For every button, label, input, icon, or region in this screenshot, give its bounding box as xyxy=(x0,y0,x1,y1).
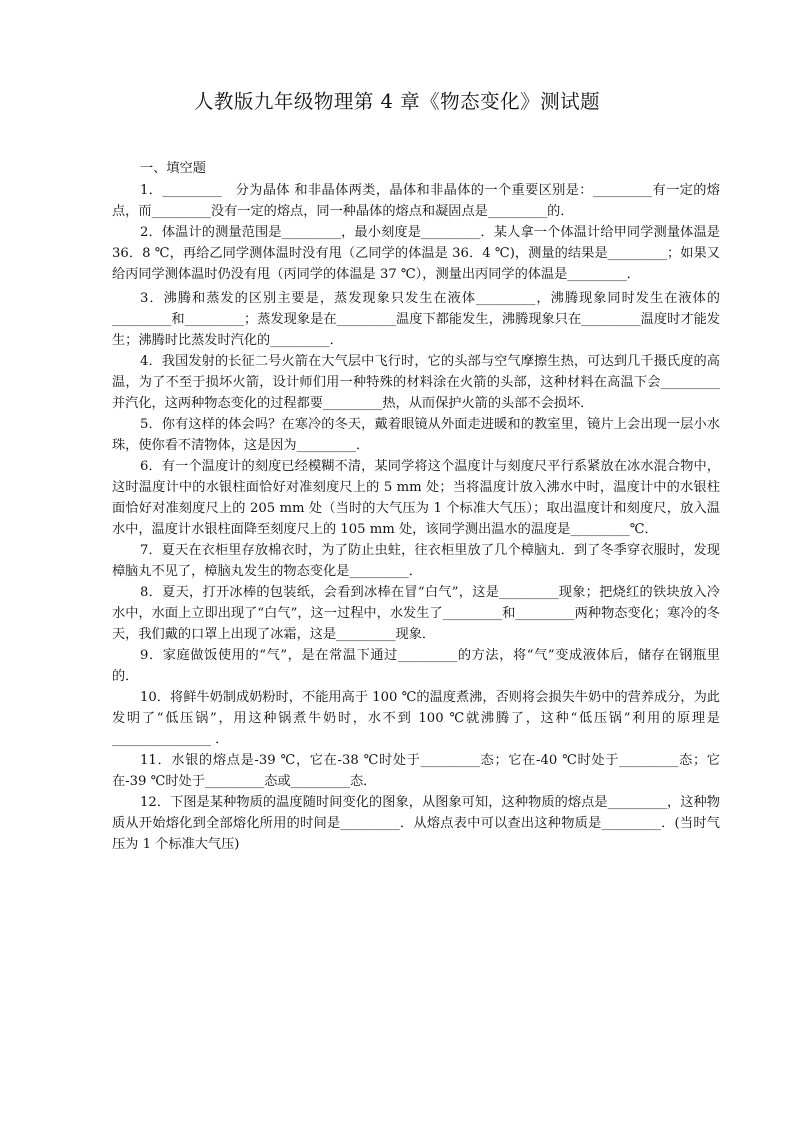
question-10: 10．将鲜牛奶制成奶粉时，不能用高于 100 ℃的温度煮沸，否则将会损失牛奶中的营养成分，为此发明了“低压锅”，用这种锅煮牛奶时，水不到 100 ℃就沸腾了，这种“低压锅”利用的原理是_______________ ． xyxy=(112,690,720,747)
question-8: 8．夏天，打开冰棒的包装纸，会看到冰棒在冒“白气”，这是_________现象；把烧红的铁块放入冷水中，水面上立即出现了“白气”，这一过程中，水发生了_________和_________两种物态变化；寒冷的冬天，我们戴的口罩上出现了冰霜，这是_________现象． xyxy=(112,585,720,642)
document-title: 人教版九年级物理第 4 章《物态变化》测试题 xyxy=(193,90,601,113)
document-body xyxy=(112,158,720,855)
question-9: 9．家庭做饭使用的“气”，是在常温下通过_________的方法，将“气”变成液体后，储存在钢瓶里的． xyxy=(112,648,720,684)
section-heading: 一、填空题 xyxy=(140,161,206,176)
question-6: 6．有一个温度计的刻度已经模糊不清，某同学将这个温度计与刻度尺平行系紧放在冰水混合物中，这时温度计中的水银柱面恰好对准刻度尺上的 5 mm 处；当将温度计放入沸水中时，温度计中的水银柱面恰好对准刻度尺上的 205 mm 处（当时的大气压为 1 个标准大气压）；取出温度计和刻度尺，放入温水中，温度计水银柱面降至刻度尺上的 105 mm 处，该同学测出温水的温度是_________℃． xyxy=(112,459,720,537)
question-5: 5．你有这样的体会吗？在寒冷的冬天，戴着眼镜从外面走进暖和的教室里，镜片上会出现一层小水珠，使你看不清物体，这是因为_________． xyxy=(112,417,720,453)
question-1: 1．_________ 分为晶体 和非晶体两类，晶体和非晶体的一个重要区别是：_________有一定的熔点，而_________没有一定的熔点，同一种晶体的熔点和凝固点是_________的． xyxy=(112,183,720,219)
question-4: 4．我国发射的长征二号火箭在大气层中飞行时，它的头部与空气摩擦生热，可达到几千摄氏度的高温，为了不至于损坏火箭，设计师们用一种特殊的材料涂在火箭的头部，这种材料在高温下会_________并汽化，这两种物态变化的过程都要_________热，从而保护火箭的头部不会损坏． xyxy=(112,354,720,411)
question-11: 11．水银的熔点是-39 ℃，它在-38 ℃时处于_________态；它在-40 ℃时处于_________态；它在-39 ℃时处于_________态或_________态． xyxy=(112,753,720,789)
question-12: 12．下图是某种物质的温度随时间变化的图象，从图象可知，这种物质的熔点是_________，这种物质从开始熔化到全部熔化所用的时间是_________．从熔点表中可以查出这种物质是_________．(当时气压为 1 个标准大气压) xyxy=(112,795,720,852)
question-3: 3．沸腾和蒸发的区别主要是，蒸发现象只发生在液体_________，沸腾现象同时发生在液体的_________和_________；蒸发现象是在_________温度下都能发生，沸腾现象只在_________温度时才能发生；沸腾时比蒸发时汽化的_________． xyxy=(112,291,720,348)
question-2: 2．体温计的测量范围是_________，最小刻度是_________．某人拿一个体温计给甲同学测量体温是 36．8 ℃，再给乙同学测体温时没有甩（乙同学的体温是 36．4 ℃)，测量的结果是_________；如果又给丙同学测体温时仍没有甩（丙同学的体温是 37 ℃），测量出丙同学的体温是_________． xyxy=(112,225,720,282)
question-7: 7．夏天在衣柜里存放棉衣时，为了防止虫蛀，往衣柜里放了几个樟脑丸．到了冬季穿衣服时，发现樟脑丸不见了，樟脑丸发生的物态变化是_________． xyxy=(112,543,720,579)
